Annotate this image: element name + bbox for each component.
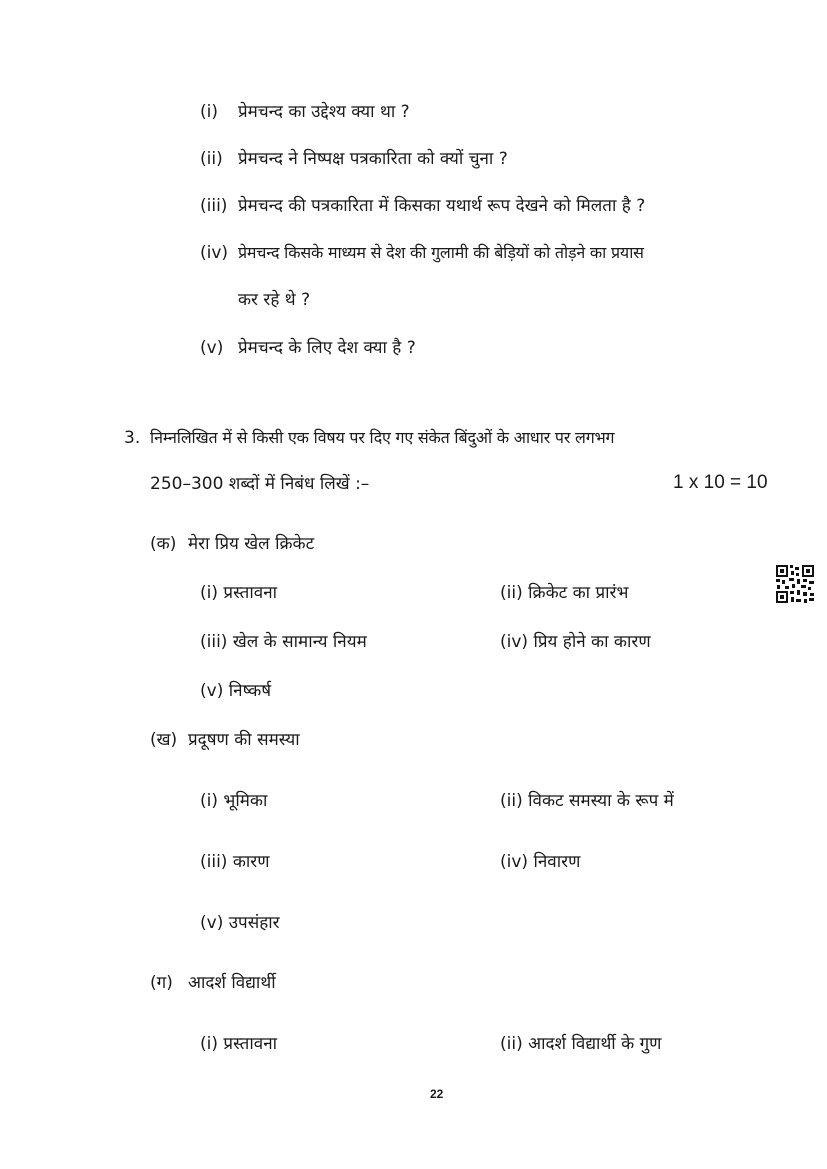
topic-point: (i) प्रस्तावना — [200, 1034, 278, 1054]
page-number: 22 — [430, 1087, 444, 1101]
topic-heading — [150, 728, 300, 752]
item-text: प्रेमचन्द की पत्रकारिता में किसका यथार्थ रूप देखने को मिलता है ? — [238, 196, 646, 216]
item-text: प्रेमचन्द किसके माध्यम से देश की गुलामी की बेड़ियों को तोड़ने का प्रयास — [238, 243, 644, 262]
topic-title: मेरा प्रिय खेल क्रिकेट — [188, 534, 315, 554]
marks-allocation: 1 x 10 = 10 — [673, 472, 768, 493]
item-text: प्रेमचन्द ने निष्पक्ष पत्रकारिता को क्यों चुना ? — [238, 149, 508, 169]
topic-point: (ii) आदर्श विद्यार्थी के गुण — [500, 1034, 662, 1054]
topic-point: (v) निष्कर्ष — [200, 681, 272, 701]
question-number: 3. — [124, 428, 141, 448]
item-text-continued: कर रहे थे ? — [238, 290, 311, 310]
item-number: (iii) — [200, 196, 228, 216]
topic-label: (ग) — [150, 973, 173, 993]
topic-label: (क) — [150, 534, 177, 554]
topic-heading — [150, 532, 314, 556]
topic-point: (i) भूमिका — [200, 791, 268, 811]
topic-point: (iii) खेल के सामान्य नियम — [200, 632, 367, 652]
question-instruction-line-2: 250–300 शब्दों में निबंध लिखें :– — [150, 474, 370, 494]
topic-title: प्रदूषण की समस्या — [188, 730, 300, 750]
item-number: (ii) — [200, 149, 223, 169]
topic-point: (i) प्रस्तावना — [200, 583, 278, 603]
topic-heading — [150, 971, 276, 995]
question-item — [200, 147, 508, 171]
topic-point: (ii) क्रिकेट का प्रारंभ — [500, 583, 629, 603]
item-number: (iv) — [200, 243, 229, 263]
topic-label: (ख) — [150, 730, 178, 750]
topic-title: आदर्श विद्यार्थी — [188, 973, 276, 993]
topic-point: (v) उपसंहार — [200, 913, 280, 933]
question-instruction: निम्नलिखित में से किसी एक विषय पर दिए गए संकेत बिंदुओं के आधार पर लगभग — [150, 428, 615, 447]
question-item — [200, 241, 778, 265]
item-text: प्रेमचन्द का उद्देश्य क्या था ? — [238, 102, 410, 122]
question-item — [200, 100, 410, 124]
item-number: (v) — [200, 338, 224, 358]
topic-point: (ii) विकट समस्या के रूप में — [500, 791, 674, 811]
topic-point: (iii) कारण — [200, 852, 270, 872]
question-3 — [124, 426, 614, 450]
topic-point: (iv) निवारण — [500, 852, 581, 872]
qr-code-icon — [775, 564, 815, 604]
question-item — [200, 336, 416, 360]
item-number: (i) — [200, 102, 218, 122]
item-text: प्रेमचन्द के लिए देश क्या है ? — [238, 338, 416, 358]
question-item — [200, 194, 645, 218]
topic-point: (iv) प्रिय होने का कारण — [500, 632, 651, 652]
